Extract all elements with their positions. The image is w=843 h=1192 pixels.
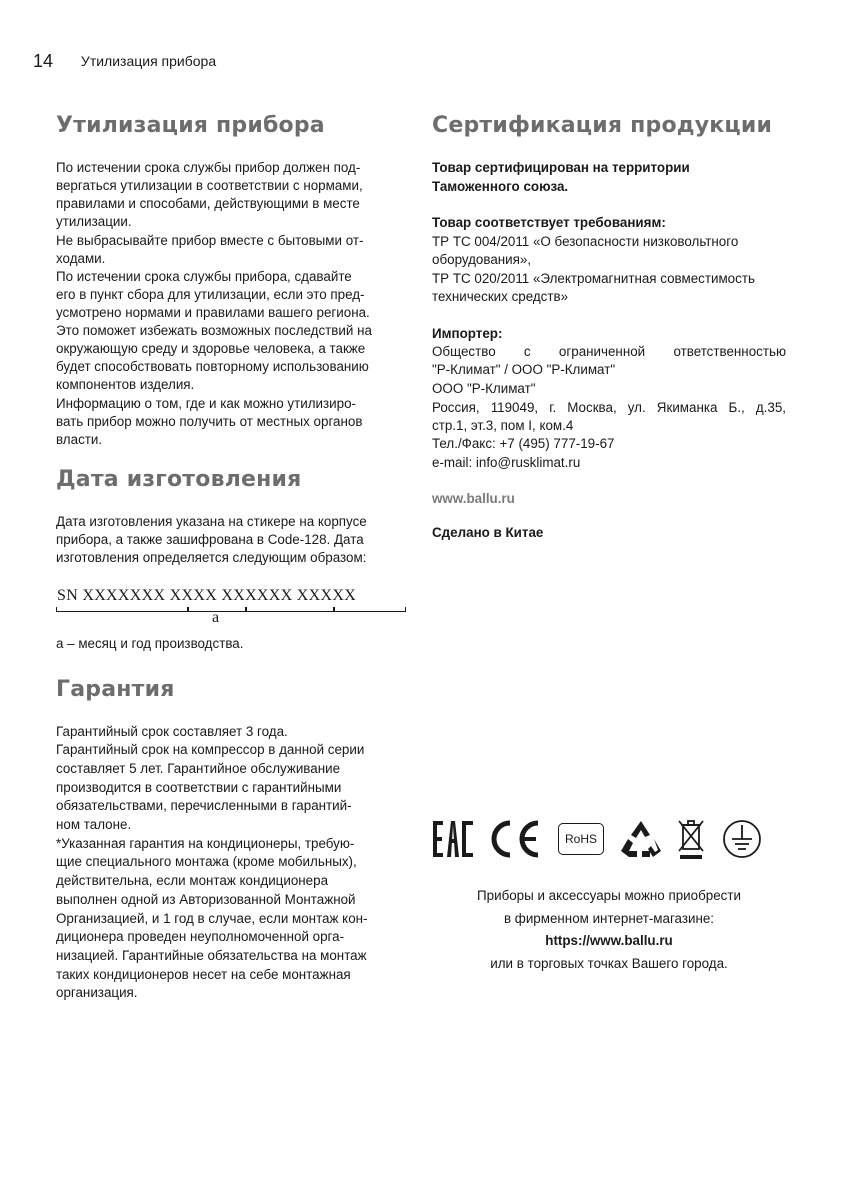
disposal-line: его в пункт сбора для утилизации, если это пред- [56, 287, 365, 303]
requirements-line: ТР ТС 004/2011 «О безопасности низковольтного [432, 234, 739, 250]
certification-title: Сертификация продукции [432, 113, 773, 138]
requirements-line: ТР ТС 020/2011 «Электромагнитная совместимость [432, 270, 755, 286]
importer-line: ООО "Р-Климат" [432, 380, 536, 396]
disposal-line: правилами и способами, действующими в месте [56, 196, 360, 211]
manufacture-line: Дата изготовления указана на стикере на корпусе [56, 513, 367, 529]
disposal-line: компонентов изделия. [56, 377, 195, 393]
warranty-line: производится в соответствии с гарантийными [56, 779, 342, 795]
disposal-line: вать прибор можно получить от местных органов [56, 414, 363, 430]
ground-icon [722, 819, 762, 859]
disposal-line: усмотрено нормами и правилами вашего региона. [56, 305, 370, 321]
disposal-line: По истечении срока службы прибора, сдавайте [56, 269, 352, 285]
ce-icon [486, 819, 544, 859]
importer-line: стр.1, эт.3, пом I, ком.4 [432, 417, 574, 433]
importer-email: e-mail: info@rusklimat.ru [432, 455, 581, 471]
warranty-line: выполнен одной из Авторизованной Монтажной [56, 891, 356, 907]
warranty-line: составляет 5 лет. Гарантийное обслуживание [56, 760, 341, 776]
warranty-line: Гарантийный срок составляет 3 года. [56, 723, 288, 739]
promo-line: в фирменном интернет-магазине: [503, 910, 715, 926]
disposal-line: будет способствовать повторному использованию [56, 359, 369, 375]
requirements-line: оборудования», [432, 252, 532, 268]
warranty-line: таких кондиционеров несет на себе монтажная [56, 966, 351, 982]
page-number: 14 [33, 51, 54, 71]
serial-number: SN XXXXXXX XXXX XXXXXX XXXXX [57, 586, 357, 604]
promo-line: или в торговых точках Вашего города. [490, 955, 728, 971]
disposal-line: вергаться утилизации в соответствии с нормами, [56, 178, 363, 193]
disposal-line: окружающую среду и здоровье человека, а также [56, 341, 366, 357]
disposal-line: ходами. [56, 250, 106, 266]
serial-bracket [56, 607, 188, 612]
eac-icon [432, 819, 474, 859]
left-column [56, 112, 408, 1003]
serial-marker: a [212, 608, 220, 626]
serial-legend: а – месяц и год производства. [56, 635, 244, 651]
disposal-line: Информацию о том, где и как можно утилизиро- [56, 396, 356, 412]
manufacture-line: прибора, а также зашифрована в Code-128. Дата [56, 531, 364, 547]
warranty-line: обязательствами, перечисленными в гарантий- [56, 798, 352, 814]
requirements-heading: Товар соответствует требованиям: [432, 215, 666, 231]
warranty-line: *Указанная гарантия на кондиционеры, требую- [56, 835, 355, 851]
serial-number-diagram [56, 587, 408, 627]
importer-heading: Импортер: [432, 325, 503, 341]
disposal-text [56, 159, 408, 450]
importer-line: Общество с ограниченной ответственностью [432, 344, 786, 360]
disposal-line: утилизации. [56, 214, 132, 229]
warranty-line: низацией. Гарантийные обязательства на монтаж [56, 947, 367, 963]
promo-line: Приборы и аксессуары можно приобрести [477, 888, 741, 903]
promo-block [432, 885, 786, 975]
warranty-line: Гарантийный срок на компрессор в данной серии [56, 742, 365, 758]
warranty-line: ном талоне. [56, 817, 132, 833]
importer-line: Россия, 119049, г. Москва, ул. Якиманка Б., д.35, [432, 399, 786, 415]
weee-bin-icon [676, 817, 706, 861]
warranty-line: организация. [56, 985, 138, 1001]
manufacture-text [56, 513, 408, 567]
website-link[interactable]: www.ballu.ru [432, 490, 515, 506]
warranty-line: диционера проведен неуполномоченной орга- [56, 929, 345, 945]
serial-bracket [334, 607, 406, 612]
disposal-title: Утилизация прибора [56, 113, 325, 138]
made-in: Сделано в Китае [432, 524, 544, 540]
disposal-line: власти. [56, 432, 103, 448]
disposal-line: Не выбрасывайте прибор вместе с бытовыми от- [56, 232, 364, 248]
requirements-line: технических средств» [432, 288, 569, 304]
importer-line: "Р-Климат" / ООО "Р-Климат" [432, 362, 616, 378]
page-header [33, 51, 216, 75]
certified-line: Товар сертифицирован на территории [432, 160, 690, 175]
warranty-text [56, 723, 408, 1004]
warranty-line: Организацией, и 1 год в случае, если монтаж кон- [56, 910, 368, 926]
right-column [432, 112, 786, 542]
manufacture-line: изготовления определяется следующим образом: [56, 549, 367, 565]
certification-marks [432, 815, 786, 863]
warranty-line: действительна, если монтаж кондиционера [56, 873, 329, 889]
store-link[interactable]: https://www.ballu.ru [545, 933, 673, 948]
running-title: Утилизация прибора [80, 53, 217, 69]
warranty-title: Гарантия [56, 676, 175, 702]
disposal-line: По истечении срока службы прибор должен под- [56, 160, 361, 175]
importer-line: Тел./Факс: +7 (495) 777-19-67 [432, 436, 615, 452]
manufacture-title: Дата изготовления [56, 466, 302, 492]
serial-bracket [246, 607, 334, 612]
rohs-icon: RoHS [558, 823, 604, 855]
certified-line: Таможенного союза. [432, 178, 569, 194]
disposal-line: Это поможет избежать возможных последствий на [56, 323, 372, 339]
warranty-line: щие специального монтажа (кроме мобильных), [56, 854, 357, 870]
recycle-icon [620, 819, 662, 859]
